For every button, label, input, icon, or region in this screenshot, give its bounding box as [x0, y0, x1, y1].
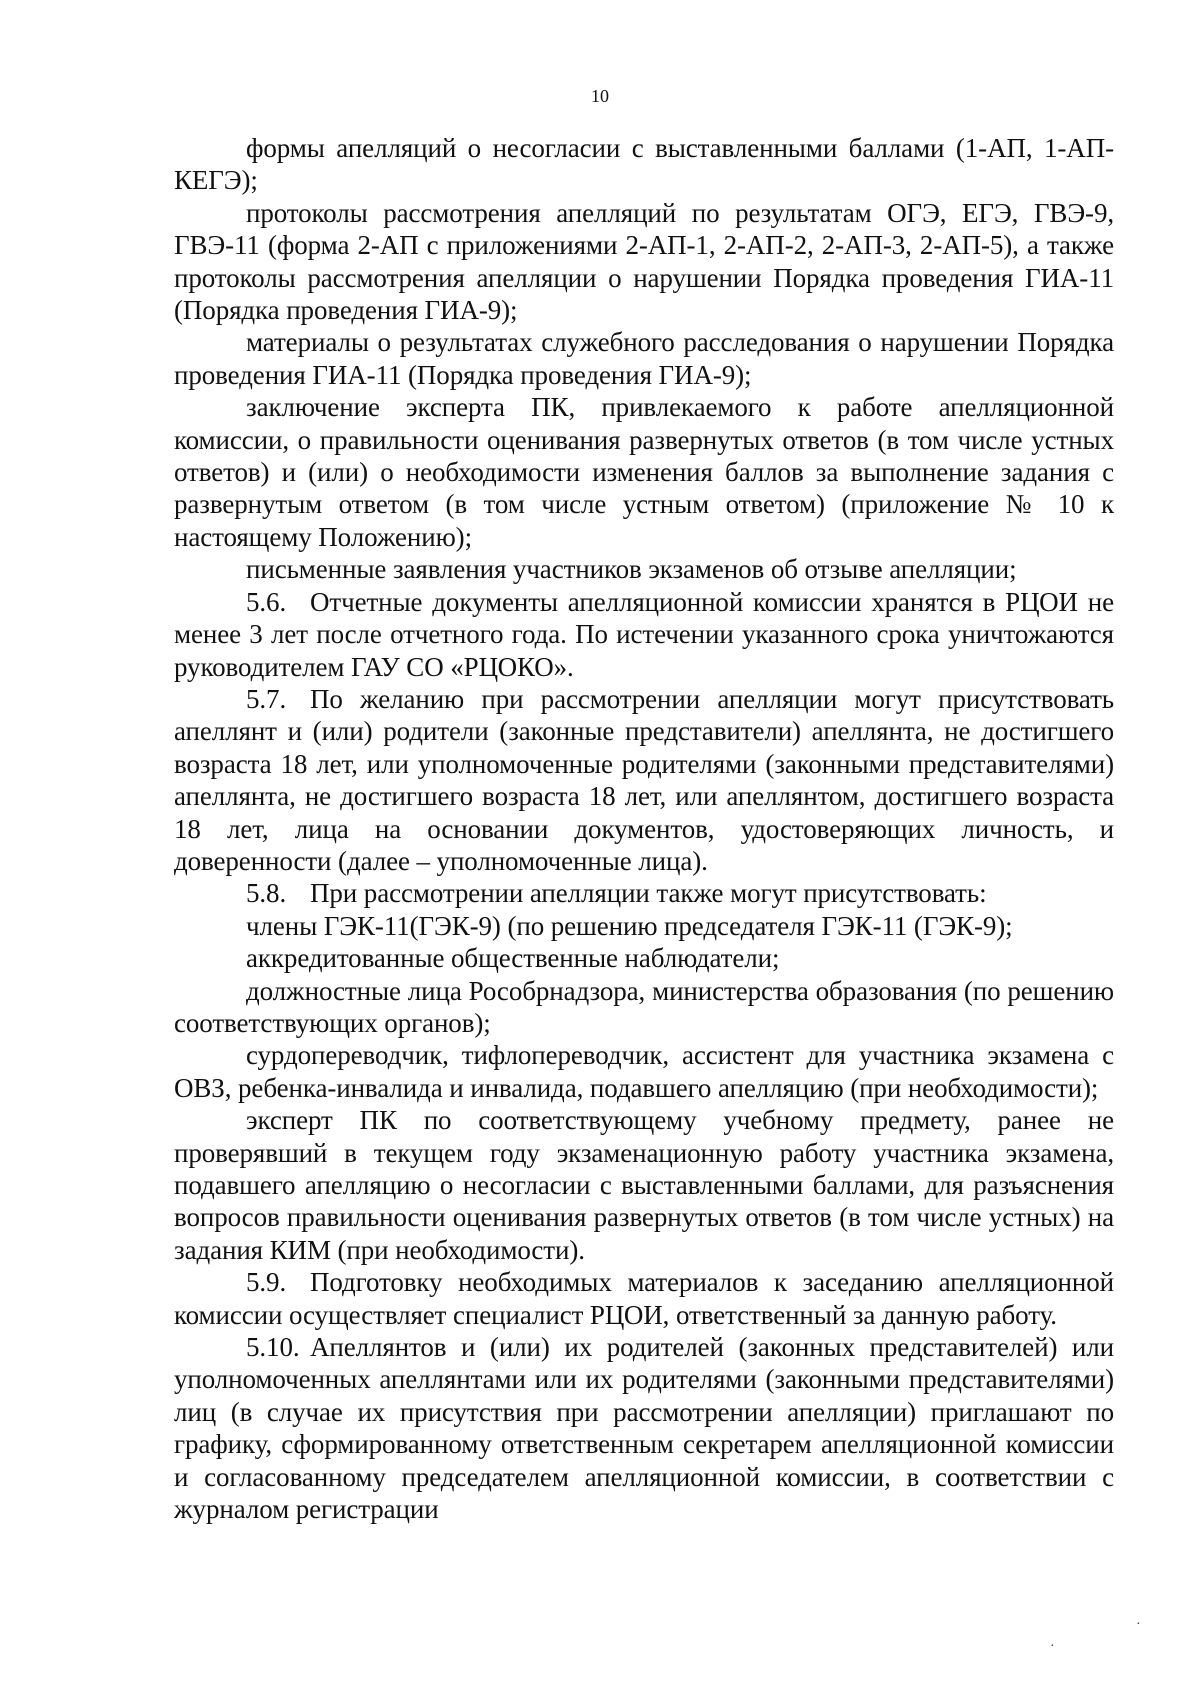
section-number: 5.7.	[246, 683, 287, 714]
paragraph-text: Апеллянтов и (или) их родителей (законных представителей) или уполномоченных апеллянтами или их родителями (законными представителями) лиц (в случае их присутствия при рассмотрении апелляции) приглашают по графику, сформированному ответственным секретарем апелляционной комиссии и согласованному председателем апелляционной комиссии, в соответствии с журналом регистрации	[174, 1332, 1114, 1525]
paragraph-text: При рассмотрении апелляции также могут присутствовать:	[310, 878, 987, 909]
paragraph-expert-conclusion	[174, 391, 1114, 553]
paragraph-text: формы апелляций о несогласии с выставленными баллами (1-АП, 1-АП-КЕГЭ);	[174, 133, 1114, 196]
paragraph-appeal-protocols	[174, 197, 1114, 327]
list-item-officials	[174, 975, 1114, 1040]
paragraph-text: По желанию при рассмотрении апелляции могут присутствовать апеллянт и (или) родители (законные представители) апеллянта, не достигшего возраста 18 лет, или уполномоченные родителями (законными представителями) апеллянта, не достигшего возраста 18 лет, или апеллянтом, достигшего возраста 18 лет, лица на основании документов, удостоверяющих личность, и доверенности (далее – уполномоченные лица).	[174, 683, 1114, 876]
section-5-8	[174, 877, 1114, 909]
paragraph-investigation-materials	[174, 326, 1114, 391]
paragraph-text: аккредитованные общественные наблюдатели;	[246, 943, 780, 974]
paragraph-text: члены ГЭК-11(ГЭК-9) (по решению председателя ГЭК-11 (ГЭК-9);	[246, 910, 1013, 941]
paragraph-appeal-forms	[174, 132, 1114, 197]
paragraph-text: сурдопереводчик, тифлопереводчик, ассистент для участника экзамена с ОВЗ, ребенка-инвалида и инвалида, подавшего апелляцию (при необходимости);	[174, 1040, 1114, 1103]
scan-speck: ·	[1050, 1639, 1055, 1654]
paragraph-text: протоколы рассмотрения апелляций по результатам ОГЭ, ЕГЭ, ГВЭ-9, ГВЭ-11 (форма 2-АП с приложениями 2-АП-1, 2-АП-2, 2-АП-3, 2-АП-5), а также протоколы рассмотрения апелляции о нарушении Порядка проведения ГИА-11 (Порядка проведения ГИА-9);	[174, 197, 1114, 326]
paragraph-text: заключение эксперта ПК, привлекаемого к работе апелляционной комиссии, о правильности оценивания развернутых ответов (в том числе устных ответов) и (или) о необходимости изменения баллов за выполнение задания с развернутым ответом (в том числе устным ответом) (приложение № 10 к настоящему Положению);	[174, 392, 1114, 552]
paragraph-text: Отчетные документы апелляционной комиссии хранятся в РЦОИ не менее 3 лет после отчетного года. По истечении указанного срока уничтожаются руководителем ГАУ СО «РЦОКО».	[174, 586, 1114, 682]
scan-speck: ·	[1136, 1617, 1141, 1632]
section-5-7	[174, 683, 1114, 877]
section-5-10	[174, 1331, 1114, 1525]
paragraph-text: письменные заявления участников экзаменов об отзыве апелляции;	[246, 554, 1017, 585]
list-item-expert	[174, 1104, 1114, 1266]
paragraph-text: эксперт ПК по соответствующему учебному предмету, ранее не проверявший в текущем году экзаменационную работу участника экзамена, подавшего апелляцию о несогласии с выставленными баллами, для разъяснения вопросов правильности оценивания развернутых ответов (в том числе устных) на задания КИМ (при необходимости).	[174, 1105, 1114, 1265]
section-number: 5.8.	[246, 878, 287, 909]
paragraph-text: материалы о результатах служебного расследования о нарушении Порядка проведения ГИА-11 (Порядка проведения ГИА-9);	[174, 327, 1114, 390]
page-number: 10	[591, 86, 609, 106]
section-5-6	[174, 586, 1114, 683]
list-item-public-observers	[174, 942, 1114, 974]
paragraph-text: должностные лица Рособрнадзора, министерства образования (по решению соответствующих органов);	[174, 975, 1114, 1038]
document-body	[174, 132, 1114, 1525]
section-number: 5.6.	[246, 586, 287, 617]
section-5-9	[174, 1266, 1114, 1331]
paragraph-withdrawal-statements	[174, 553, 1114, 585]
paragraph-text: Подготовку необходимых материалов к заседанию апелляционной комиссии осуществляет специалист РЦОИ, ответственный за данную работу.	[174, 1267, 1114, 1330]
list-item-gek-members	[174, 910, 1114, 942]
list-item-interpreters	[174, 1039, 1114, 1104]
section-number: 5.9.	[246, 1267, 287, 1298]
section-number: 5.10.	[246, 1332, 300, 1363]
